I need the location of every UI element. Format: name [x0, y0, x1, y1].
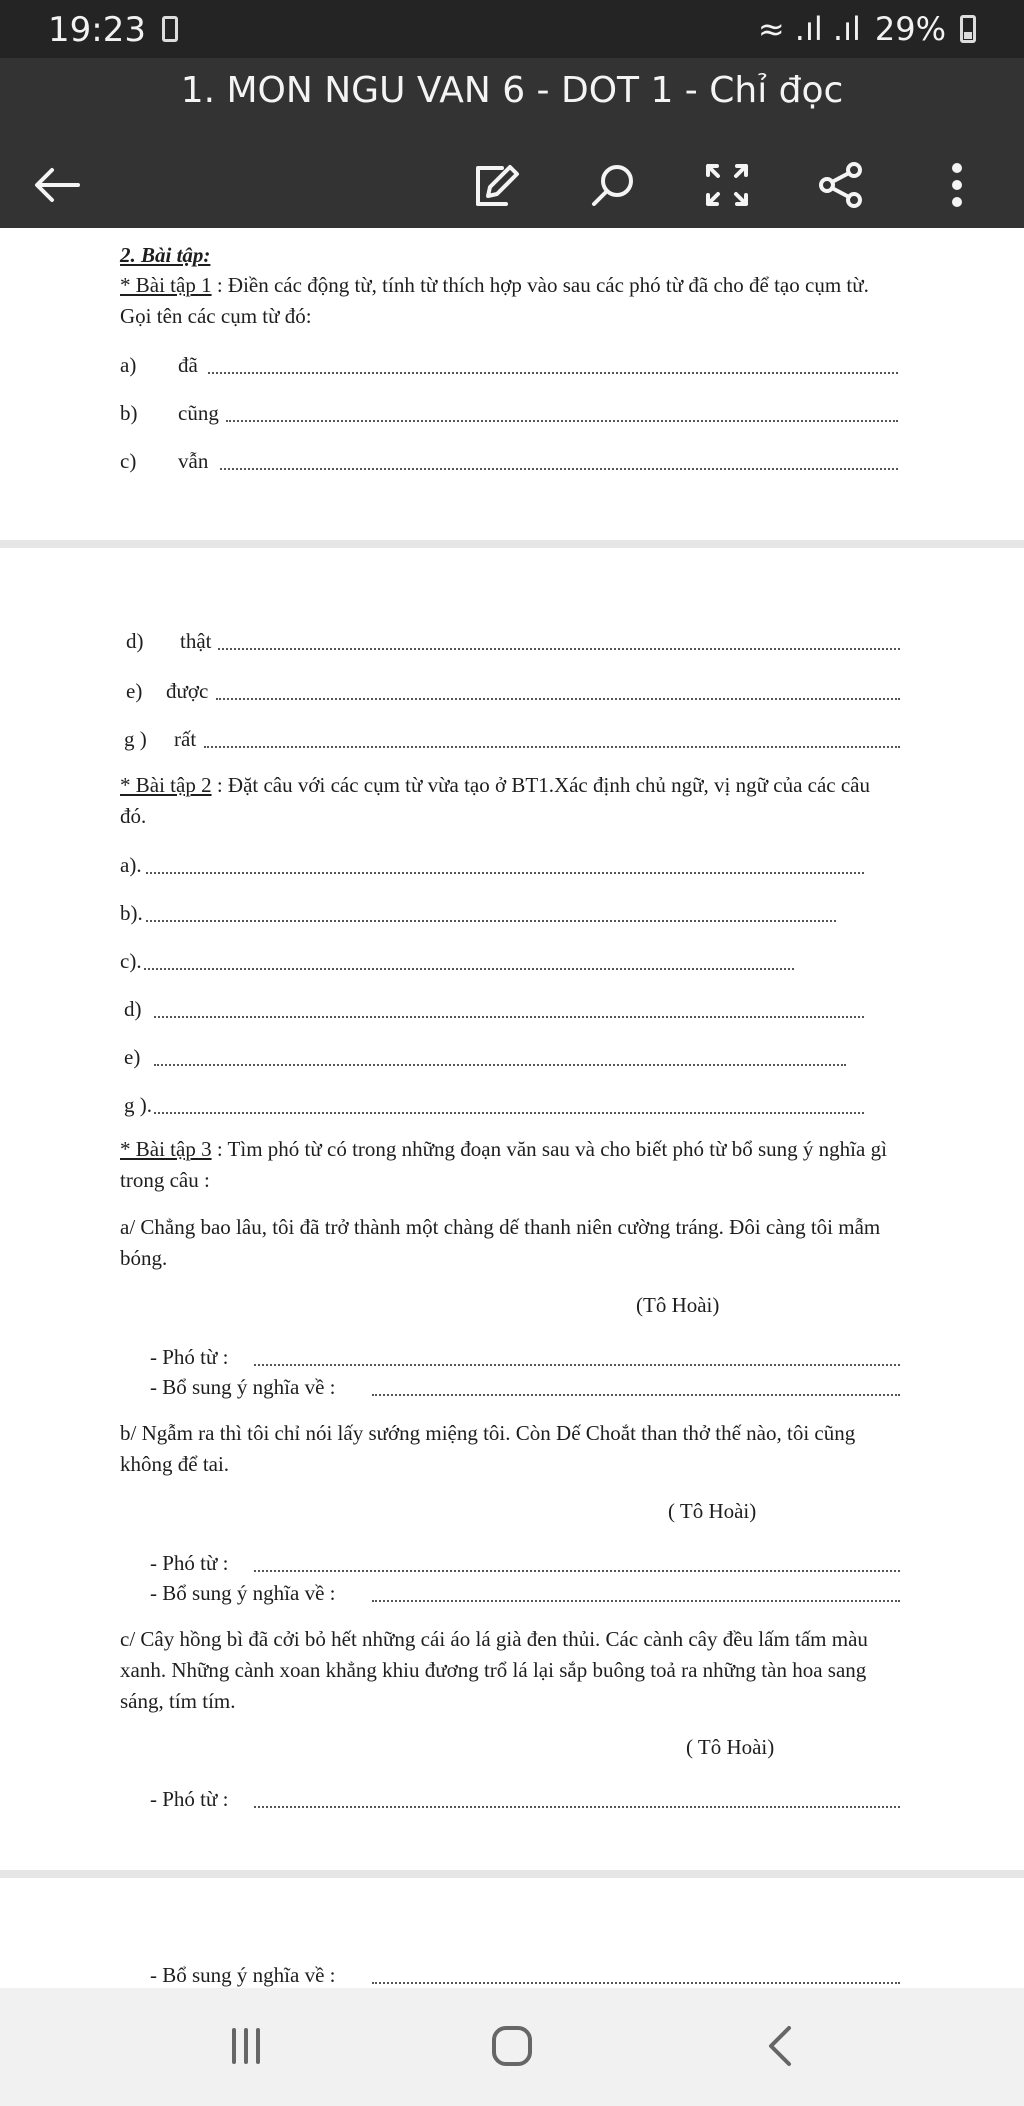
answer-line[interactable] — [254, 1570, 900, 1572]
exercise-2-line-label: d) — [124, 997, 142, 1021]
exercise-2-line-label: e) — [124, 1045, 141, 1069]
exercise-1-item-word: rất — [174, 727, 197, 751]
answer-line[interactable] — [154, 1016, 864, 1018]
passage-c-author: ( Tô Hoài) — [686, 1735, 775, 1759]
exercise-1-label: * Bài tập 1 — [120, 273, 212, 297]
answer-line[interactable] — [372, 1600, 900, 1602]
passage-a: a/ Chẳng bao lâu, tôi đã trở thành một chàng dế thanh niên cường tráng. Đôi càng tôi mẫm bóng. — [120, 1215, 881, 1270]
meaning-label: - Bổ sung ý nghĩa về : — [150, 1581, 336, 1605]
exercise-3-text: : Tìm phó từ có trong những đoạn văn sau và cho biết phó từ bổ sung ý nghĩa gì trong câu : — [120, 1137, 887, 1192]
battery-icon — [960, 15, 976, 43]
exercise-1-item-letter: c) — [120, 449, 137, 473]
document-page-2[interactable] — [0, 548, 1024, 1870]
exercise-1-item-word: vẫn — [178, 449, 209, 473]
exercise-2-line-label: g ). — [124, 1093, 152, 1117]
exercise-2-prompt — [120, 770, 890, 832]
exercise-1-item-word: thật — [180, 629, 212, 653]
more-vertical-icon — [947, 160, 967, 210]
adverb-label: - Phó từ : — [150, 1787, 229, 1811]
recent-apps-icon — [226, 2026, 266, 2066]
back-chevron-icon — [765, 2024, 795, 2068]
answer-line[interactable] — [220, 468, 898, 470]
exercise-2-text: : Đặt câu với các cụm từ vừa tạo ở BT1.Xác định chủ ngữ, vị ngữ của các câu đó. — [120, 773, 871, 828]
fullscreen-icon — [702, 160, 752, 210]
exercise-1-item-letter: a) — [120, 353, 137, 377]
answer-line[interactable] — [154, 1064, 846, 1066]
meaning-label: - Bổ sung ý nghĩa về : — [150, 1375, 336, 1399]
answer-line[interactable] — [154, 1112, 864, 1114]
exercise-2-line-label: b). — [120, 901, 143, 925]
answer-line[interactable] — [146, 920, 836, 922]
back-arrow-icon — [32, 165, 82, 205]
exercise-1-item-letter: d) — [126, 629, 144, 653]
answer-line[interactable] — [226, 420, 898, 422]
exercise-2-line-label: c). — [120, 949, 142, 973]
adverb-label: - Phó từ : — [150, 1345, 229, 1369]
share-button[interactable] — [806, 150, 876, 220]
status-bar — [0, 0, 1024, 58]
document-title: 1. MON NGU VAN 6 - DOT 1 - Chỉ đọc — [180, 70, 844, 111]
answer-line[interactable] — [216, 698, 900, 700]
share-icon — [816, 160, 866, 210]
answer-line[interactable] — [146, 872, 864, 874]
passage-b: b/ Ngẫm ra thì tôi chỉ nói lấy sướng miệng tôi. Còn Dế Choắt than thở thế nào, tôi cũng không để tai. — [120, 1421, 856, 1476]
edit-button[interactable] — [462, 150, 532, 220]
exercise-1-item-word: được — [166, 679, 209, 703]
exercise-1-item-letter: e) — [126, 679, 143, 703]
document-page-1[interactable] — [0, 228, 1024, 540]
exercise-1-text: : Điền các động từ, tính từ thích hợp vào sau các phó từ đã cho để tạo cụm từ. Gọi tên các cụm từ đó: — [120, 273, 869, 328]
signal-icon: ≈ .ıl .ıl — [757, 10, 861, 48]
answer-line[interactable] — [204, 746, 900, 748]
recent-apps-button[interactable] — [206, 2016, 286, 2076]
exercise-1-item-word: đã — [178, 353, 198, 377]
back-nav-button[interactable] — [740, 2016, 820, 2076]
section-title: 2. Bài tập: — [120, 243, 211, 267]
exercise-1-prompt — [120, 270, 890, 332]
answer-line[interactable] — [372, 1394, 900, 1396]
passage-b-author: ( Tô Hoài) — [668, 1499, 757, 1523]
exercise-2-line-label: a). — [120, 853, 142, 877]
app-bar — [0, 58, 1024, 228]
system-nav-bar — [0, 1988, 1024, 2106]
exercise-1-item-word: cũng — [178, 401, 219, 425]
answer-line[interactable] — [372, 1982, 900, 1984]
answer-line[interactable] — [254, 1806, 900, 1808]
adverb-label: - Phó từ : — [150, 1551, 229, 1575]
search-icon — [588, 160, 638, 210]
status-right — [758, 10, 976, 48]
passage-a-author: (Tô Hoài) — [636, 1293, 720, 1317]
sim-card-icon — [162, 16, 178, 42]
answer-line[interactable] — [144, 968, 794, 970]
edit-pencil-icon — [472, 160, 522, 210]
back-button[interactable] — [22, 150, 92, 220]
status-time: 19:23 — [48, 10, 146, 50]
exercise-2-label: * Bài tập 2 — [120, 773, 212, 797]
answer-line[interactable] — [218, 648, 900, 650]
fullscreen-button[interactable] — [692, 150, 762, 220]
home-icon — [490, 2024, 534, 2068]
answer-line[interactable] — [254, 1364, 900, 1366]
search-button[interactable] — [578, 150, 648, 220]
home-button[interactable] — [472, 2016, 552, 2076]
exercise-3-label: * Bài tập 3 — [120, 1137, 212, 1161]
more-options-button[interactable] — [922, 150, 992, 220]
exercise-3-prompt — [120, 1134, 890, 1196]
battery-level: 29% — [874, 10, 946, 48]
answer-line[interactable] — [208, 372, 898, 374]
exercise-1-item-letter: b) — [120, 401, 138, 425]
exercise-1-item-letter: g ) — [124, 727, 147, 751]
passage-c: c/ Cây hồng bì đã cởi bỏ hết những cái áo lá già đen thủi. Các cành cây đều lấm tấm màu xanh. Những cành xoan khẳng khiu đương trổ lá lại sắp buông toả ra những tàn hoa sang sáng, tím tím. — [120, 1627, 868, 1713]
document-page-3[interactable] — [0, 1878, 1024, 1988]
meaning-label: - Bổ sung ý nghĩa về : — [150, 1963, 336, 1987]
